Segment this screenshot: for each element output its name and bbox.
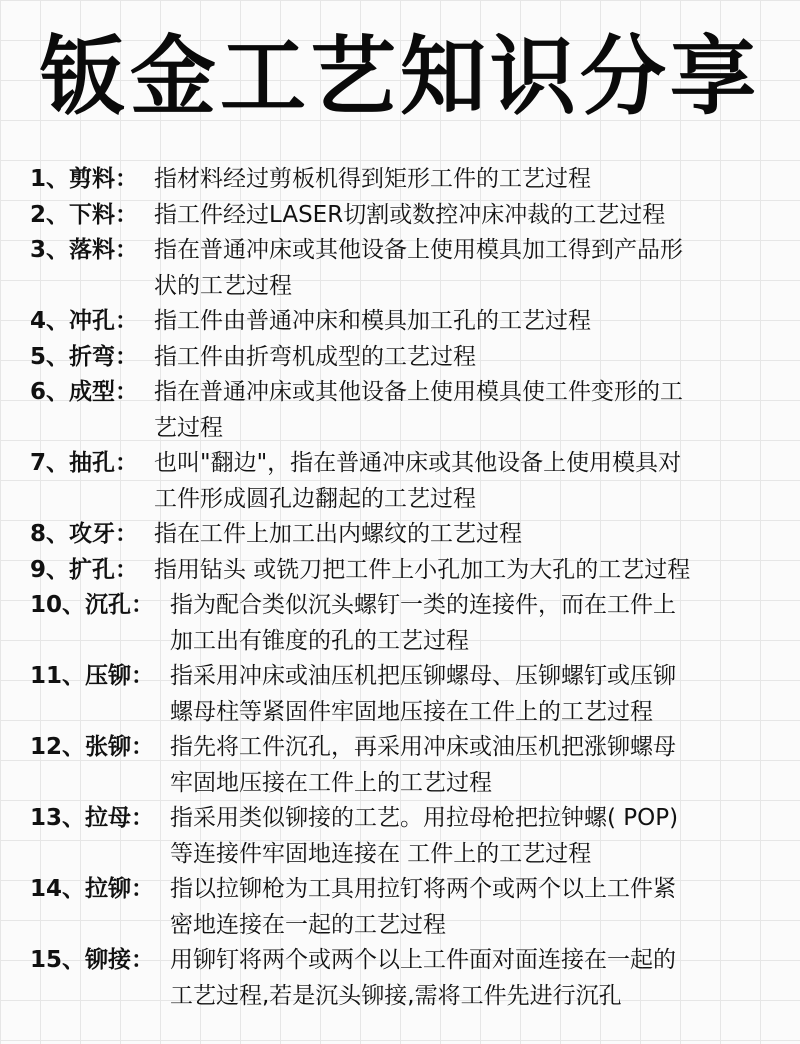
list-item (30, 375, 790, 446)
item-term: 4、冲孔： (30, 308, 139, 334)
item-description: 指工件经过LASER切割或数控冲床冲裁的工艺过程 (154, 201, 666, 228)
list-item (30, 162, 790, 198)
item-term: 10、沉孔： (30, 592, 155, 618)
item-description: 指采用冲床或油压机把压铆螺母、压铆螺钉或压铆 螺母柱等紧固件牢固地压接在工件上的工艺过程 (170, 663, 676, 725)
item-term: 7、抽孔： (30, 450, 139, 476)
item-description: 指先将工件沉孔，再采用冲床或油压机把涨铆螺母 牢固地压接在工件上的工艺过程 (170, 734, 676, 796)
item-description: 指工件由普通冲床和模具加工孔的工艺过程 (154, 308, 591, 334)
item-description: 指材料经过剪板机得到矩形工件的工艺过程 (154, 166, 591, 192)
list-item (30, 943, 790, 1014)
process-list (30, 162, 790, 1014)
item-term: 15、铆接： (30, 947, 155, 973)
item-term: 6、成型： (30, 379, 139, 405)
item-description: 指在普通冲床或其他设备上使用模具使工件变形的工 艺过程 (154, 379, 683, 441)
item-term: 14、拉铆： (30, 876, 155, 902)
item-term: 8、攻牙： (30, 521, 139, 547)
item-term: 13、拉母： (30, 805, 155, 831)
item-term: 9、扩孔： (30, 556, 139, 583)
item-description: 指用钻头 或铣刀把工件上小孔加工为大孔的工艺过程 (154, 556, 691, 583)
list-item (30, 801, 790, 872)
item-description: 指在普通冲床或其他设备上使用模具加工得到产品形 状的工艺过程 (154, 237, 683, 299)
list-item (30, 198, 790, 234)
list-item (30, 553, 790, 589)
list-item (30, 517, 790, 553)
item-term: 12、张铆： (30, 734, 155, 760)
page-title: 钣金工艺知识分享 (40, 27, 760, 127)
item-term: 11、压铆： (30, 663, 155, 689)
item-term: 1、剪料： (30, 166, 139, 192)
item-term: 2、下料： (30, 201, 139, 228)
item-description: 指采用类似铆接的工艺。用拉母枪把拉钟螺( POP) 等连接件牢固地连接在 工件上的工艺过程 (170, 805, 679, 867)
item-description: 指以拉铆枪为工具用拉钉将两个或两个以上工件紧 密地连接在一起的工艺过程 (170, 876, 676, 938)
list-item (30, 340, 790, 376)
item-description: 指为配合类似沉头螺钉一类的连接件，而在工件上 加工出有锥度的孔的工艺过程 (170, 592, 676, 654)
item-term: 3、落料： (30, 237, 139, 263)
list-item (30, 872, 790, 943)
list-item (30, 659, 790, 730)
list-item (30, 588, 790, 659)
item-description: 指工件由折弯机成型的工艺过程 (154, 343, 476, 370)
list-item (30, 233, 790, 304)
item-description: 指在工件上加工出内螺纹的工艺过程 (154, 521, 522, 547)
item-term: 5、折弯： (30, 343, 139, 370)
list-item (30, 730, 790, 801)
list-item (30, 304, 790, 340)
item-description: 用铆钉将两个或两个以上工件面对面连接在一起的 工艺过程,若是沉头铆接,需将工件先进行沉孔 (170, 947, 676, 1009)
list-item (30, 446, 790, 517)
item-description: 也叫"翻边"，指在普通冲床或其他设备上使用模具对 工件形成圆孔边翻起的工艺过程 (154, 450, 682, 512)
